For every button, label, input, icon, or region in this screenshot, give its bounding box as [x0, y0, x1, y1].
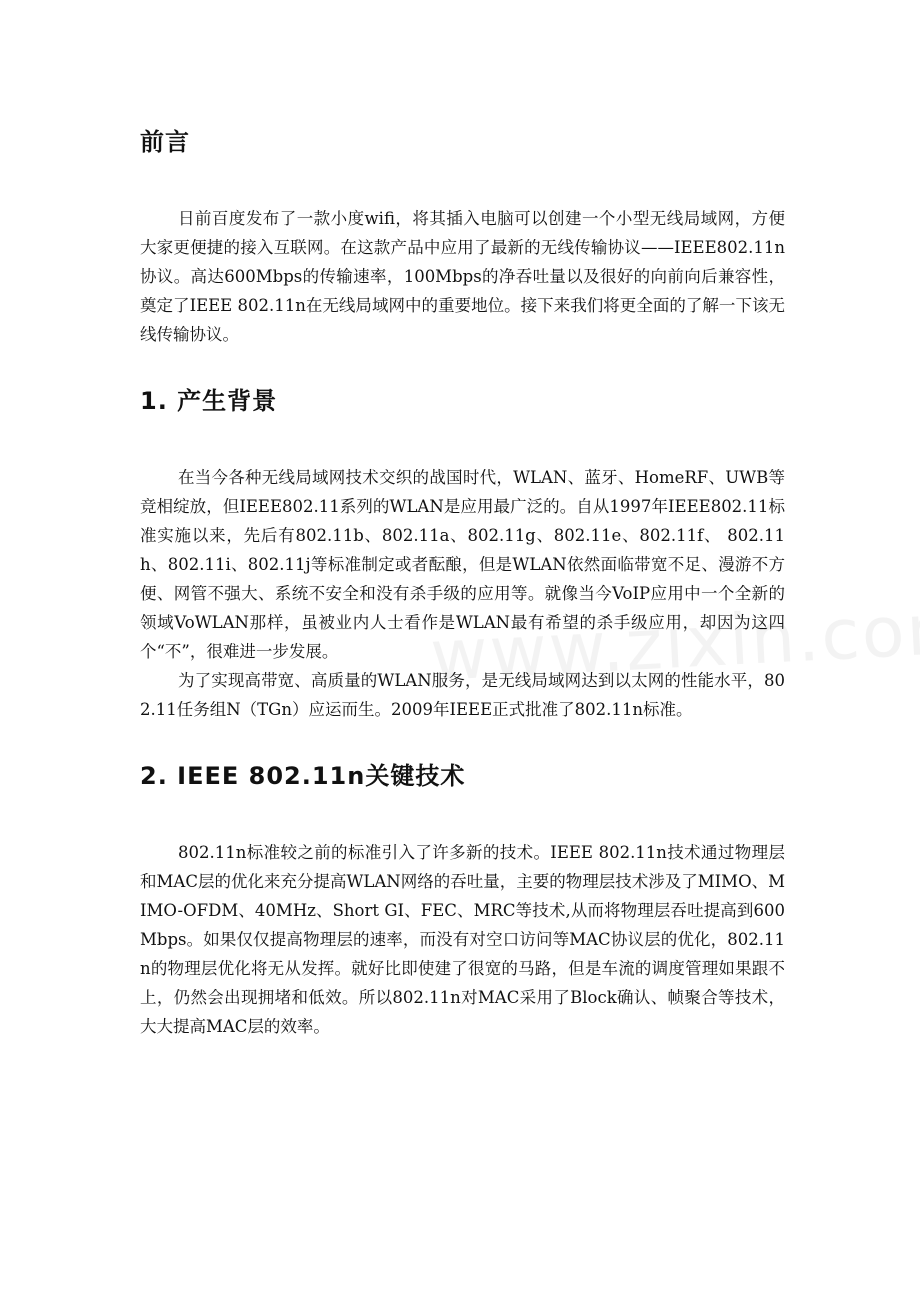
section-preface: [140, 122, 785, 349]
paragraph-preface: 日前百度发布了一款小度wifi，将其插入电脑可以创建一个小型无线局域网，方便大家更便捷的接入互联网。在这款产品中应用了最新的无线传输协议——IEEE802.11n协议。高达600Mbps的传输速率，100Mbps的净吞吐量以及很好的向前向后兼容性，奠定了IEEE 802.11n在无线局域网中的重要地位。接下来我们将更全面的了解一下该无线传输协议。: [140, 209, 785, 344]
document-body: [140, 122, 785, 1041]
paragraph-key-technologies: 802.11n标准较之前的标准引入了许多新的技术。IEEE 802.11n技术通过物理层和MAC层的优化来充分提高WLAN网络的吞吐量，主要的物理层技术涉及了MIMO、MIMO-OFDM、40MHz、Short GI、FEC、MRC等技术,从而将物理层吞吐提高到600Mbps。如果仅仅提高物理层的速率，而没有对空口访问等MAC协议层的优化，802.11n的物理层优化将无从发挥。就好比即使建了很宽的马路，但是车流的调度管理如果跟不上，仍然会出现拥堵和低效。所以802.11n对MAC采用了Block确认、帧聚合等技术，大大提高MAC层的效率。: [140, 843, 785, 1036]
heading-key-technologies: 2. IEEE 802.11n关键技术: [140, 762, 466, 790]
section-background: [140, 381, 785, 724]
paragraph-background-1: 在当今各种无线局域网技术交织的战国时代，WLAN、蓝牙、HomeRF、UWB等竞相绽放，但IEEE802.11系列的WLAN是应用最广泛的。自从1997年IEEE802.11标准实施以来，先后有802.11b、802.11a、802.11g、802.11e、802.11f、 802.11h、802.11i、802.11j等标准制定或者酝酿，但是WLAN依然面临带宽不足、漫游不方便、网管不强大、系统不安全和没有杀手级的应用等。就像当今VoIP应用中一个全新的领域VoWLAN那样，虽被业内人士看作是WLAN最有希望的杀手级应用，却因为这四个“不”，很难进一步发展。: [140, 468, 785, 661]
heading-preface: 前言: [140, 128, 190, 156]
heading-background: 1. 产生背景: [140, 387, 278, 415]
section-key-technologies: [140, 756, 785, 1041]
paragraph-background-2: 为了实现高带宽、高质量的WLAN服务，是无线局域网达到以太网的性能水平，802.11任务组N（TGn）应运而生。2009年IEEE正式批准了802.11n标准。: [140, 671, 785, 719]
